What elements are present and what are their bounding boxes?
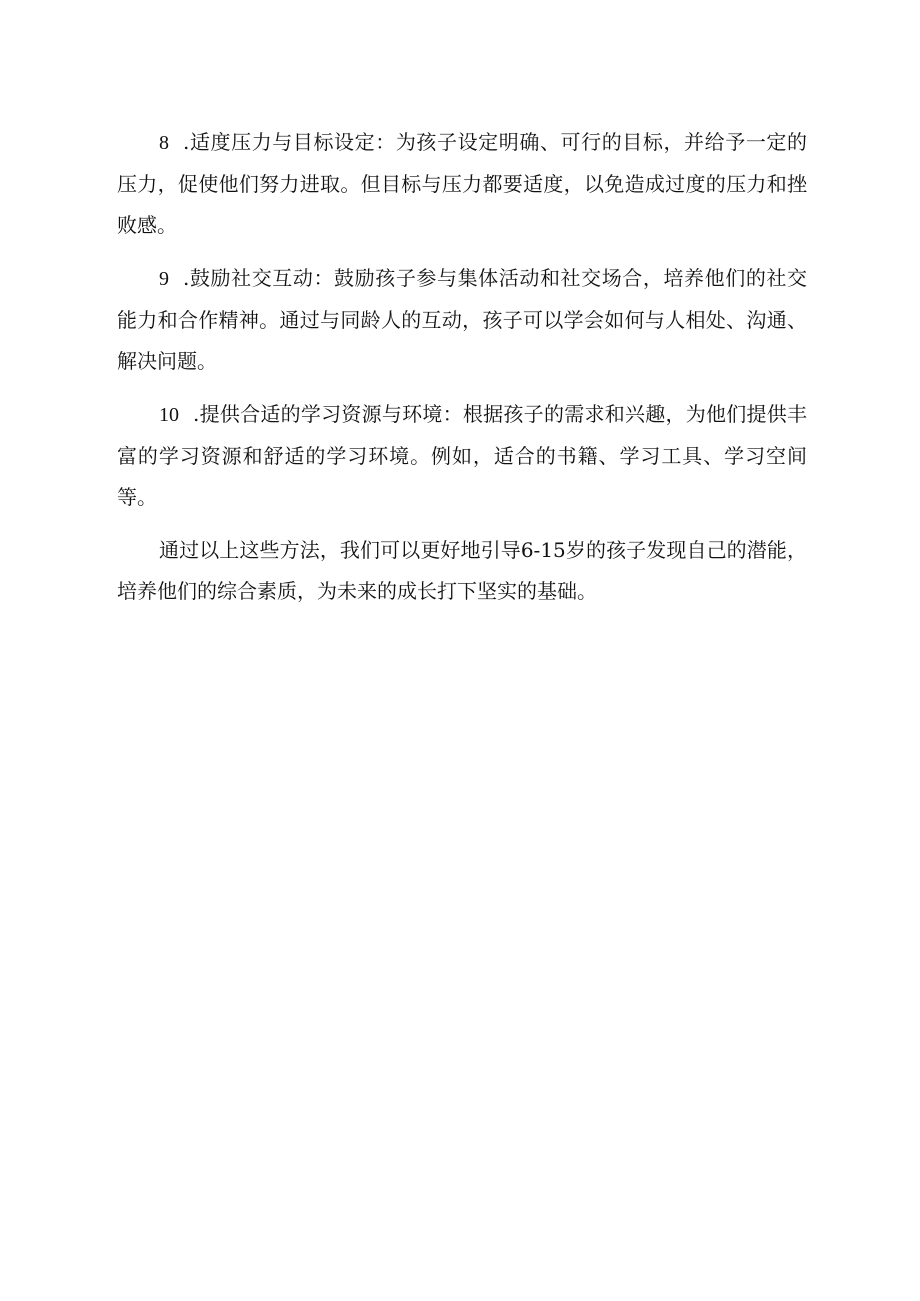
- paragraph-conclusion: [117, 530, 807, 612]
- item-number: 9: [159, 268, 169, 290]
- paragraph-text: 通过以上这些方法，我们可以更好地引导6-15岁的孩子发现自己的潜能，培养他们的综合素质，为未来的成长打下坚实的基础。: [117, 538, 807, 603]
- document-body: [117, 122, 807, 624]
- paragraph-9: [117, 258, 807, 382]
- paragraph-text: .提供合适的学习资源与环境：根据孩子的需求和兴趣，为他们提供丰富的学习资源和舒适的学习环境。例如，适合的书籍、学习工具、学习空间等。: [117, 402, 807, 509]
- item-number: 8: [159, 132, 169, 154]
- paragraph-10: [117, 394, 807, 518]
- item-number: 10: [159, 404, 179, 426]
- paragraph-text: .适度压力与目标设定：为孩子设定明确、可行的目标，并给予一定的压力，促使他们努力进取。但目标与压力都要适度，以免造成过度的压力和挫败感。: [117, 130, 807, 237]
- paragraph-text: .鼓励社交互动：鼓励孩子参与集体活动和社交场合，培养他们的社交能力和合作精神。通过与同龄人的互动，孩子可以学会如何与人相处、沟通、解决问题。: [117, 266, 807, 373]
- paragraph-8: [117, 122, 807, 246]
